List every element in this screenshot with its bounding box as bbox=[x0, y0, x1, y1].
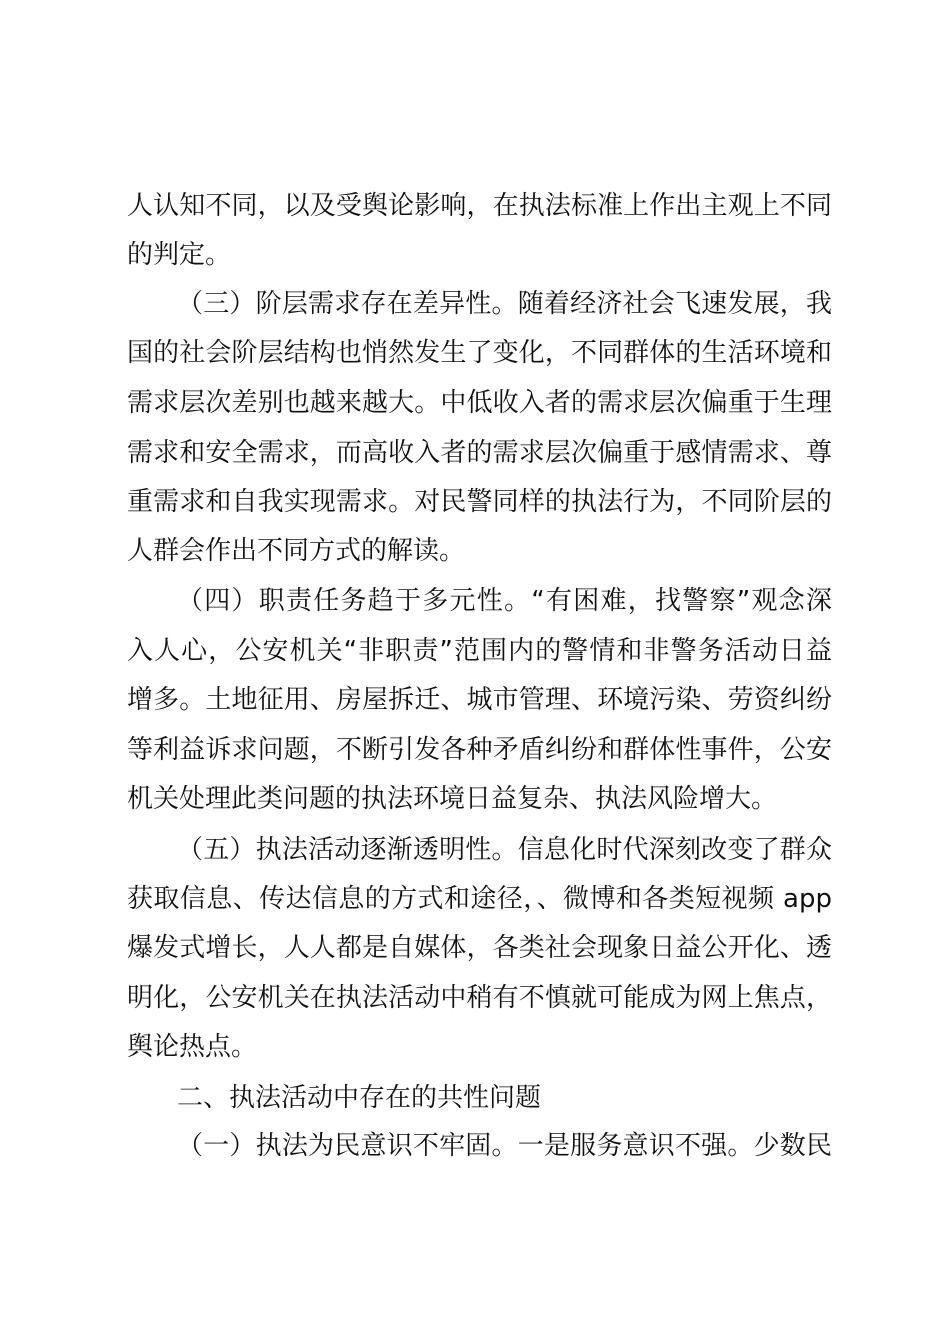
paragraph-heading-line: （四）职责任务趋于多元性。“有困难，找警察”观念深 bbox=[177, 586, 832, 616]
paragraph-heading-line: （一）执法为民意识不牢固。一是服务意识不强。少数民 bbox=[177, 1131, 832, 1161]
text-line: 入人心，公安机关“非职责”范围内的警情和非警务活动日益 bbox=[127, 636, 832, 666]
text-line: 舆论热点。 bbox=[127, 1032, 258, 1062]
text-line: 需求和安全需求，而高收入者的需求层次偏重于感情需求、尊 bbox=[127, 438, 832, 468]
section-heading: 二、执法活动中存在的共性问题 bbox=[177, 1083, 542, 1113]
text-line: 机关处理此类问题的执法环境日益复杂、执法风险增大。 bbox=[127, 784, 778, 814]
text-line: 获取信息、传达信息的方式和途径，、微博和各类短视频 app bbox=[127, 884, 832, 914]
paragraph-heading-line: （五）执法活动逐渐透明性。信息化时代深刻改变了群众 bbox=[177, 835, 832, 865]
text-line: 国的社会阶层结构也悄然发生了变化，不同群体的生活环境和 bbox=[127, 338, 832, 368]
paragraph-heading-line: （三）阶层需求存在差异性。随着经济社会飞速发展，我 bbox=[177, 289, 832, 319]
text-line: 爆发式增长，人人都是自媒体，各类社会现象日益公开化、透 bbox=[127, 933, 832, 963]
text-line: 的判定。 bbox=[127, 240, 232, 270]
text-line: 需求层次差别也越来越大。中低收入者的需求层次偏重于生理 bbox=[127, 388, 832, 418]
text-line: 人群会作出不同方式的解读。 bbox=[127, 536, 466, 566]
text-line: 等利益诉求问题，不断引发各种矛盾纠纷和群体性事件，公安 bbox=[127, 735, 832, 765]
text-line: 增多。土地征用、房屋拆迁、城市管理、环境污染、劳资纠纷 bbox=[127, 685, 832, 715]
text-line: 重需求和自我实现需求。对民警同样的执法行为，不同阶层的 bbox=[127, 487, 832, 517]
text-line: 明化，公安机关在执法活动中稍有不慎就可能成为网上焦点， bbox=[127, 983, 832, 1013]
text-line: 人认知不同，以及受舆论影响，在执法标准上作出主观上不同 bbox=[127, 191, 832, 221]
